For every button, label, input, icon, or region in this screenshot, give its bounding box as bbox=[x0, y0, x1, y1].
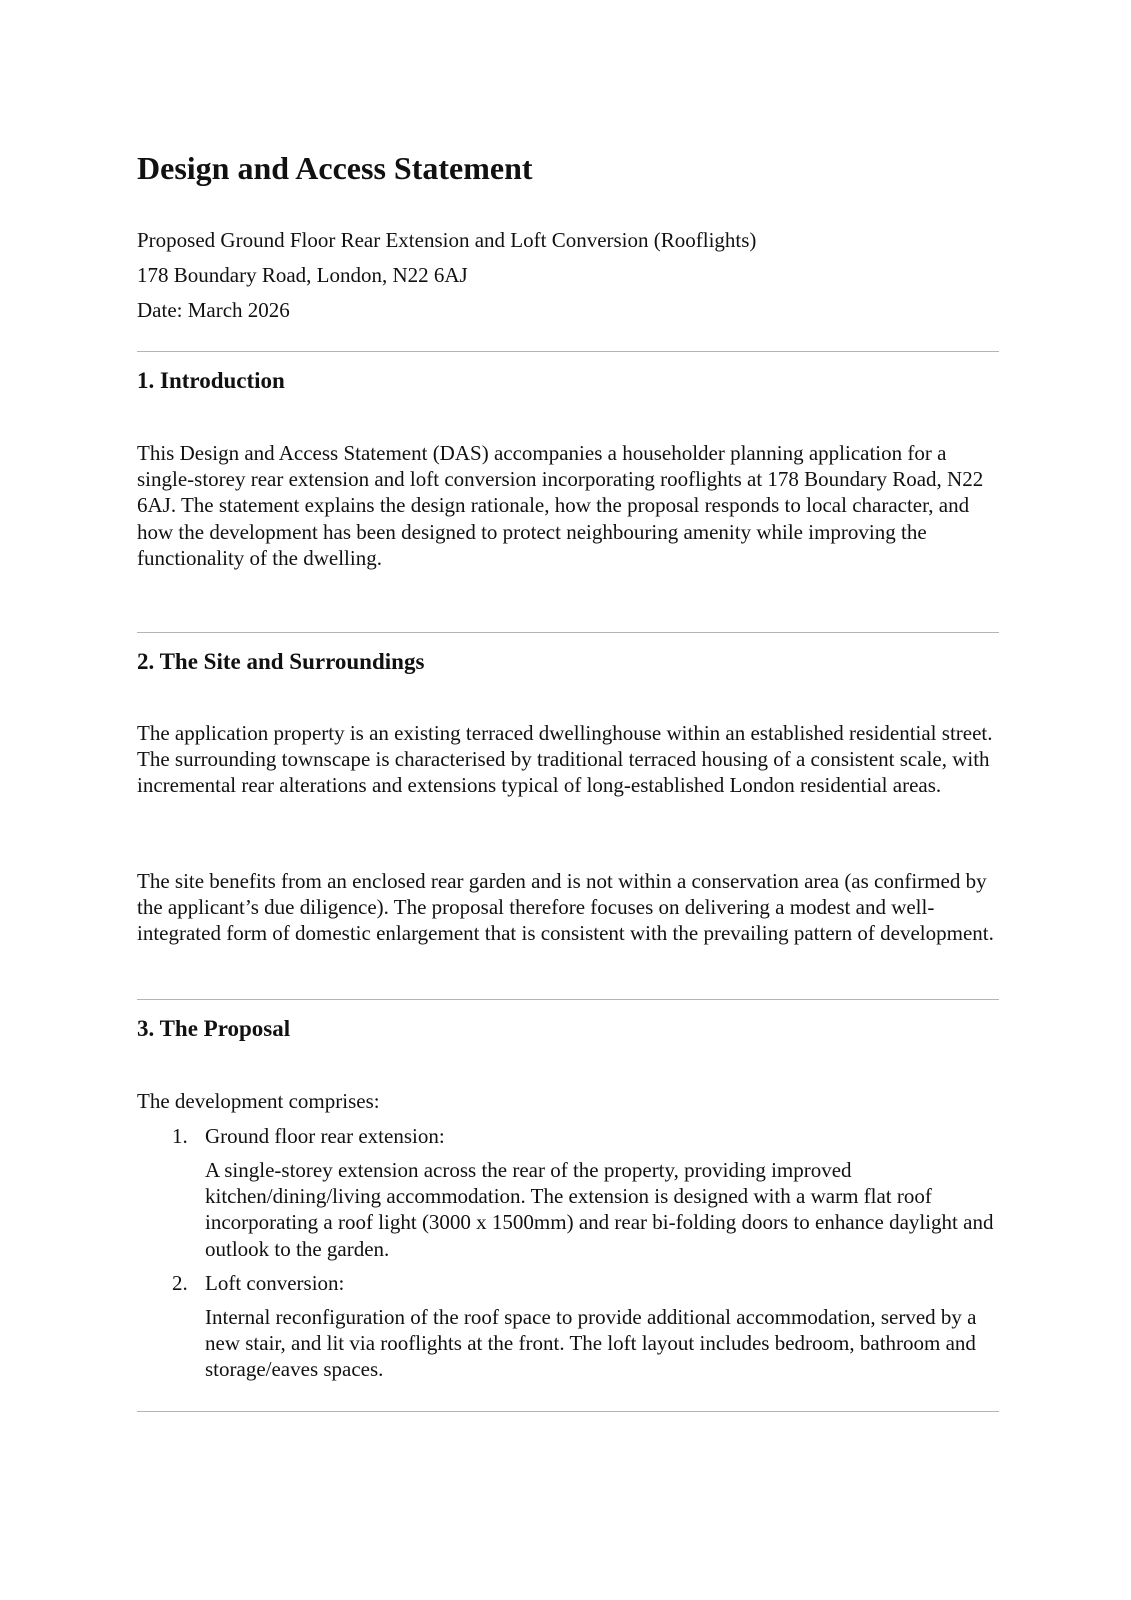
site-paragraph-1: The application property is an existing terraced dwellinghouse within an established residential street. The surrounding townscape is characterised by traditional terraced housing of a consistent scale, with incremental rear alterations and extensions typical of long-established London residential areas. bbox=[137, 721, 993, 798]
introduction-paragraph: This Design and Access Statement (DAS) accompanies a householder planning application for a single-storey rear extension and loft conversion incorporating rooflights at 178 Boundary Road, N22 6AJ. The statement explains the design rationale, how the proposal responds to local character, and how the development has been designed to protect neighbouring amenity while improving the functionality of the dwelling. bbox=[137, 441, 984, 570]
divider bbox=[137, 351, 999, 352]
page-title: Design and Access Statement bbox=[137, 150, 533, 186]
site-paragraph-2: The site benefits from an enclosed rear garden and is not within a conservation area (as confirmed by the applicant’s due diligence). The proposal therefore focuses on delivering a modest and well-integrated form of domestic enlargement that is consistent with the prevailing pattern of development. bbox=[137, 869, 994, 946]
section-heading-proposal: 3. The Proposal bbox=[137, 1016, 291, 1041]
list-item-number: 2. bbox=[172, 1271, 188, 1295]
document-date: Date: March 2026 bbox=[137, 298, 290, 322]
proposal-intro: The development comprises: bbox=[137, 1089, 380, 1113]
divider bbox=[137, 632, 999, 633]
list-item-title: Ground floor rear extension: bbox=[205, 1124, 445, 1148]
divider bbox=[137, 999, 999, 1000]
list-item-body: A single-storey extension across the rear of the property, providing improved kitchen/dining/living accommodation. The extension is designed with a warm flat roof incorporating a roof light (3000 x 1500mm) and rear bi-folding doors to enhance daylight and outlook to the garden. bbox=[205, 1158, 994, 1261]
site-address: 178 Boundary Road, London, N22 6AJ bbox=[137, 263, 468, 287]
section-heading-introduction: 1. Introduction bbox=[137, 368, 285, 393]
section-heading-site: 2. The Site and Surroundings bbox=[137, 649, 425, 674]
project-description: Proposed Ground Floor Rear Extension and Loft Conversion (Rooflights) bbox=[137, 228, 757, 252]
list-item-body: Internal reconfiguration of the roof space to provide additional accommodation, served by a new stair, and lit via rooflights at the front. The loft layout includes bedroom, bathroom and storage/eaves spaces. bbox=[205, 1305, 977, 1382]
list-item-title: Loft conversion: bbox=[205, 1271, 345, 1295]
list-item-number: 1. bbox=[172, 1124, 188, 1148]
divider bbox=[137, 1411, 999, 1412]
